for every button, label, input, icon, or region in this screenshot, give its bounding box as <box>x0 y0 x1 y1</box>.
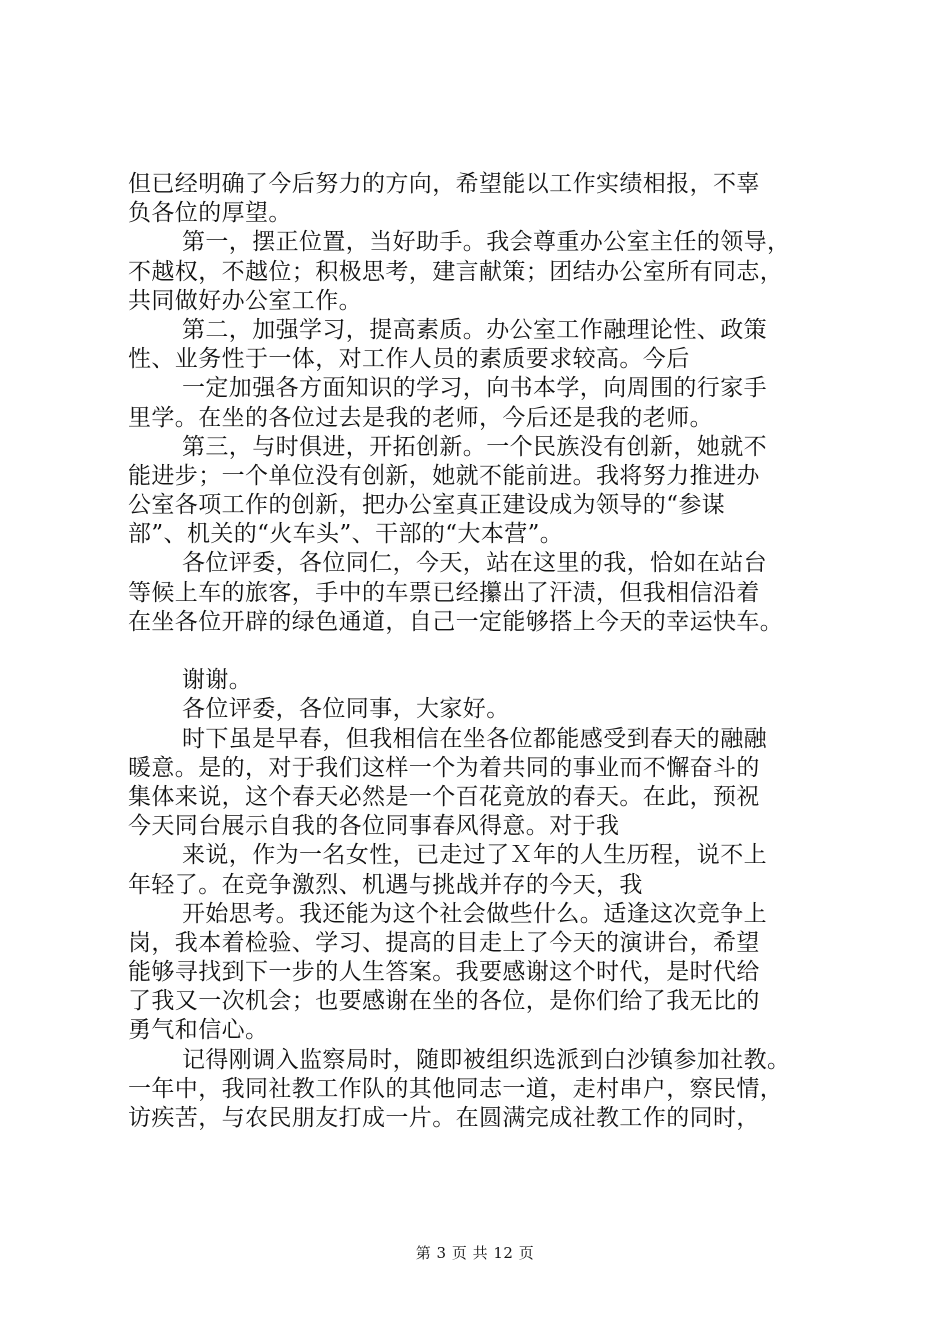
text-line: 能进步；一个单位没有创新，她就不能前进。我将努力推进办 <box>128 462 760 489</box>
text-line: 在坐各位开辟的绿色通道，自己一定能够搭上今天的幸运快车。 <box>128 608 784 635</box>
text-line: 一年中，我同社教工作队的其他同志一道，走村串户，察民情， <box>128 1075 784 1102</box>
text-line: 暖意。是的，对于我们这样一个为着共同的事业而不懈奋斗的 <box>128 754 760 781</box>
text-line: 岗，我本着检验、学习、提高的目走上了今天的演讲台，希望 <box>128 929 760 956</box>
text-line: 勇气和信心。 <box>128 1017 269 1044</box>
text-line: 性、业务性于一体，对工作人员的素质要求较高。今后 <box>128 346 690 373</box>
text-line: 不越权，不越位；积极思考，建言献策；团结办公室所有同志， <box>128 258 784 285</box>
text-line: 记得刚调入监察局时，随即被组织选派到白沙镇参加社教。 <box>182 1046 791 1073</box>
document-body <box>128 170 828 1133</box>
text-line: 负各位的厚望。 <box>128 200 292 227</box>
text-line: 年轻了。在竞争激烈、机遇与挑战并存的今天，我 <box>128 871 643 898</box>
text-line: 了我又一次机会；也要感谢在坐的各位，是你们给了我无比的 <box>128 988 760 1015</box>
text-line: 来说，作为一名女性，已走过了Ｘ年的人生历程，说不上 <box>182 842 767 869</box>
text-line: 共同做好办公室工作。 <box>128 287 362 314</box>
text-line: 部”、机关的“火车头”、干部的“大本营”。 <box>128 521 564 548</box>
text-line: 一定加强各方面知识的学习，向书本学，向周围的行家手 <box>182 375 767 402</box>
text-line: 第一，摆正位置，当好助手。我会尊重办公室主任的领导， <box>182 229 791 256</box>
text-line: 开始思考。我还能为这个社会做些什么。适逢这次竞争上 <box>182 900 767 927</box>
text-line: 里学。在坐的各位过去是我的老师，今后还是我的老师。 <box>128 404 713 431</box>
text-line <box>128 637 828 666</box>
text-line: 谢谢。 <box>182 667 253 694</box>
text-line: 访疾苦，与农民朋友打成一片。在圆满完成社教工作的同时， <box>128 1105 760 1131</box>
text-line: 时下虽是早春，但我相信在坐各位都能感受到春天的融融 <box>182 725 767 752</box>
text-line: 今天同台展示自我的各位同事春风得意。对于我 <box>128 813 620 840</box>
text-line: 第三，与时俱进，开拓创新。一个民族没有创新，她就不 <box>182 433 767 460</box>
text-line: 各位评委，各位同事，大家好。 <box>182 696 510 723</box>
text-line: 但已经明确了今后努力的方向，希望能以工作实绩相报，不辜 <box>128 171 760 197</box>
text-line: 等候上车的旅客，手中的车票已经攥出了汗渍，但我相信沿着 <box>128 579 760 606</box>
page-footer: 第 3 页 共 12 页 <box>415 1244 535 1262</box>
text-line: 第二，加强学习，提高素质。办公室工作融理论性、政策 <box>182 316 767 343</box>
text-line: 能够寻找到下一步的人生答案。我要感谢这个时代，是时代给 <box>128 959 760 986</box>
text-line: 公室各项工作的创新，把办公室真正建设成为领导的“参谋 <box>128 492 726 519</box>
text-line: 各位评委，各位同仁，今天，站在这里的我，恰如在站台 <box>182 550 767 577</box>
text-line: 集体来说，这个春天必然是一个百花竟放的春天。在此，预祝 <box>128 783 760 810</box>
